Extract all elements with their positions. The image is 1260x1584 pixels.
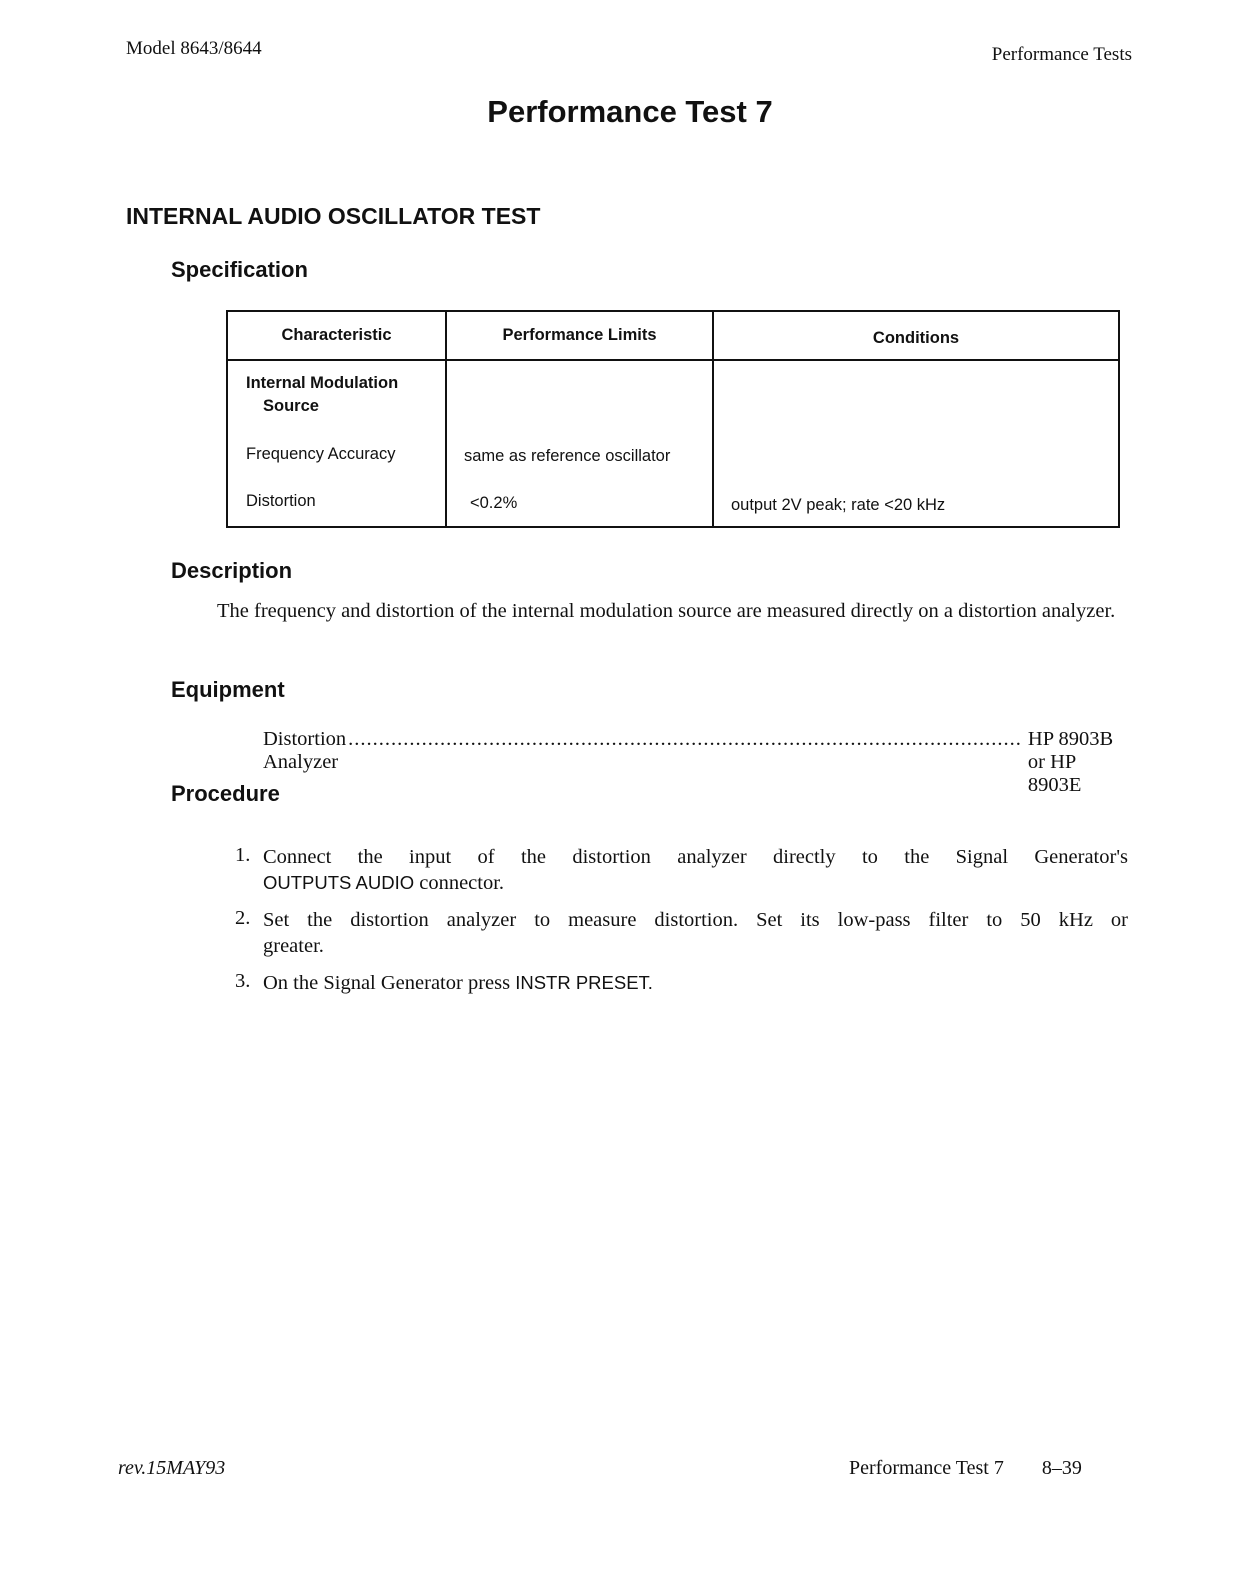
procedure-step <box>263 844 1128 896</box>
section-title: INTERNAL AUDIO OSCILLATOR TEST <box>126 203 541 229</box>
step-line: Connect the input of the distortion analyzer directly to the Signal Generator's <box>263 846 1128 868</box>
description-text: The frequency and distortion of the internal modulation source are measured directly on a distortion analyzer. <box>217 600 1116 622</box>
equipment-name: Distortion Analyzer <box>263 728 347 773</box>
group-label-line2: Source <box>263 397 319 415</box>
procedure-heading: Procedure <box>171 781 280 806</box>
specification-table <box>226 310 1120 528</box>
step-text: On the Signal Generator press <box>263 972 516 994</box>
header-model: Model 8643/8644 <box>126 38 262 59</box>
cell-limits: <0.2% <box>470 494 518 512</box>
step-number: 2. <box>235 907 251 929</box>
step-text: connector. <box>414 872 505 894</box>
cell-conditions: output 2V peak; rate <20 kHz <box>731 496 946 514</box>
procedure-step <box>263 907 1128 959</box>
table-header-divider <box>228 359 1118 361</box>
step-line <box>263 870 1128 896</box>
equipment-item <box>263 728 1127 797</box>
step-number: 3. <box>235 970 251 992</box>
procedure-step <box>263 970 1128 996</box>
column-header-characteristic: Characteristic <box>281 326 392 344</box>
specification-heading: Specification <box>171 257 308 282</box>
step-line: Set the distortion analyzer to measure distortion. Set its low-pass filter to 50 kHz or <box>263 909 1128 931</box>
group-label <box>246 374 398 416</box>
key-label: OUTPUTS AUDIO <box>263 872 415 893</box>
key-label: INSTR PRESET. <box>515 972 653 993</box>
footer-section <box>849 1457 1082 1480</box>
cell-characteristic: Distortion <box>246 492 316 510</box>
footer-page-number: 8–39 <box>1041 1457 1082 1479</box>
leader-dots: .............................................................................................................. <box>348 728 1022 750</box>
column-header-conditions: Conditions <box>872 329 960 347</box>
cell-characteristic: Frequency Accuracy <box>246 445 396 463</box>
equipment-model: HP 8903B or HP 8903E <box>1027 728 1114 796</box>
group-label-line1: Internal Modulation <box>246 374 399 392</box>
footer-section-title: Performance Test 7 <box>849 1457 1004 1479</box>
column-header-performance-limits: Performance Limits <box>502 326 657 344</box>
header-section: Performance Tests <box>991 44 1132 65</box>
footer-revision: rev.15MAY93 <box>118 1457 226 1479</box>
step-line: greater. <box>263 935 324 957</box>
description-heading: Description <box>171 558 293 583</box>
page-title: Performance Test 7 <box>487 94 773 129</box>
cell-limits: same as reference oscillator <box>464 447 671 465</box>
step-number: 1. <box>235 844 251 866</box>
equipment-heading: Equipment <box>171 677 285 702</box>
